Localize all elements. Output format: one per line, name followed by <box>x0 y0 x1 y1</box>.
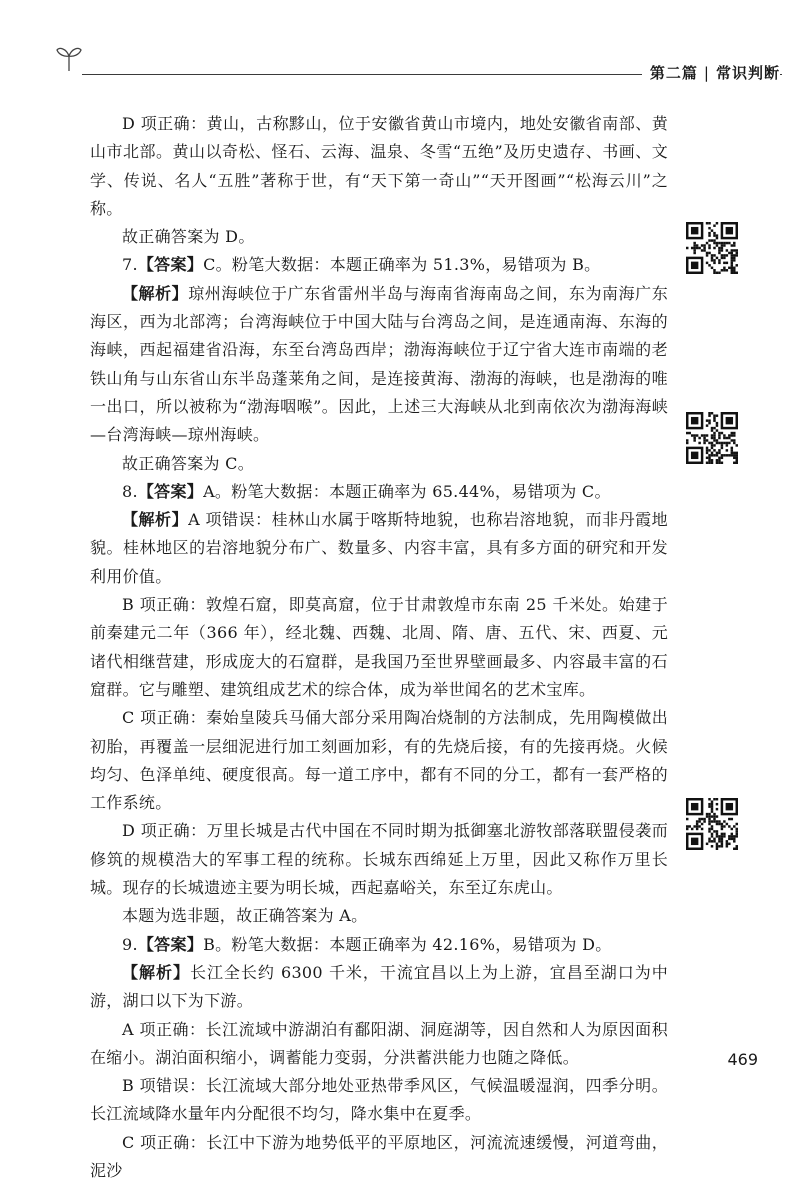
analysis-tag: 【解析】 <box>122 283 189 303</box>
page-body <box>90 110 668 1185</box>
q7-number: 7. <box>122 255 138 275</box>
q9-answer-text: B。粉笔大数据：本题正确率为 42.16%，易错项为 D。 <box>203 934 612 954</box>
q9-analysis <box>90 959 668 1016</box>
q7-analysis-text: 琼州海峡位于广东省雷州半岛与海南省海南岛之间，东为南海广东海区，西为北部湾；台湾海峡位于中国大陆与台湾岛之间，是连通南海、东海的海峡，西起福建省沿海，东至台湾岛西岸；渤海海峡位于辽宁省大连市南端的老铁山角与山东省山东半岛蓬莱角之间，是连接黄海、渤海的海峡，也是渤海的唯一出口，所以被称为“渤海咽喉”。因此，上述三大海峡从北到南依次为渤海海峡—台湾海峡—琼州海峡。 <box>90 283 669 445</box>
header-part: 第二篇 <box>649 64 698 82</box>
q8-option-d: D 项正确：万里长城是古代中国在不同时期为抵御塞北游牧部落联盟侵袭而修筑的规模浩大的军事工程的统称。长城东西绵延上万里，因此又称作万里长城。现存的长城遗迹主要为明长城，西起嘉峪关，东至辽东虎山。 <box>90 821 668 898</box>
answer-tag: 【答案】 <box>137 934 204 954</box>
qr-code-icon[interactable] <box>686 798 738 850</box>
q8-option-c: C 项正确：秦始皇陵兵马俑大部分采用陶冶烧制的方法制成，先用陶模做出初胎，再覆盖一层细泥进行加工刻画加彩，有的先烧后接，有的先接再烧。火候均匀、色泽单纯、硬度很高。每一道工序中，都有不同的分工，都有一套严格的工作系统。 <box>90 708 668 813</box>
q8-option-b: B 项正确：敦煌石窟，即莫高窟，位于甘肃敦煌市东南 25 千米处。始建于前秦建元二年（366 年），经北魏、西魏、北周、隋、唐、五代、宋、西夏、元诸代相继营建，形成庞大的石窟群，是我国乃至世界壁画最多、内容最丰富的石窟群。它与雕塑、建筑组成艺术的综合体，成为举世闻名的艺术宝库。 <box>90 595 668 699</box>
header-section: 常识判断 <box>715 64 780 82</box>
analysis-tag: 【解析】 <box>122 510 189 530</box>
answer-tag: 【答案】 <box>137 255 204 275</box>
answer-tag: 【答案】 <box>137 481 204 501</box>
q7-conclusion: 故正确答案为 C。 <box>122 453 255 473</box>
analysis-tag: 【解析】 <box>122 962 190 982</box>
q9-option-a: A 项正确：长江流域中游湖泊有鄱阳湖、洞庭湖等，因自然和人为原因面积在缩小。湖泊面积缩小，调蓄能力变弱，分洪蓄洪能力也随之降低。 <box>90 1019 668 1067</box>
q6-conclusion: 故正确答案为 D。 <box>122 227 255 247</box>
q6-option-d: D 项正确：黄山，古称黟山，位于安徽省黄山市境内，地处安徽省南部、黄山市北部。黄山以奇松、怪石、云海、温泉、冬雪“五绝”及历史遗存、书画、文学、传说、名人“五胜”著称于世，有“天下第一奇山”“天开图画”“松海云川”之称。 <box>90 114 668 218</box>
q9-number: 9. <box>122 934 138 954</box>
q7-analysis <box>90 280 668 450</box>
q8-analysis <box>90 506 668 591</box>
q8-option-a: A 项错误：桂林山水属于喀斯特地貌，也称岩溶地貌，而非丹霞地貌。桂林地区的岩溶地貌分布广、数量多、内容丰富，具有多方面的研究和开发利用价值。 <box>90 510 668 586</box>
qr-code-icon[interactable] <box>686 412 738 464</box>
sprout-icon <box>56 42 82 72</box>
q9-analysis-text: 长江全长约 6300 千米，干流宜昌以上为上游，宜昌至湖口为中游，湖口以下为下游。 <box>90 962 668 1011</box>
q9-option-c: C 项正确：长江中下游为地势低平的平原地区，河流流速缓慢，河道弯曲，泥沙 <box>90 1132 668 1180</box>
q8-number: 8. <box>122 481 138 501</box>
q7-answer <box>90 251 668 279</box>
q9-answer <box>90 931 668 959</box>
q8-answer-text: A。粉笔大数据：本题正确率为 65.44%，易错项为 C。 <box>203 481 611 501</box>
q9-option-b: B 项错误：长江流域大部分地处亚热带季风区，气候温暖湿润，四季分明。长江流域降水量年内分配很不均匀，降水集中在夏季。 <box>90 1076 668 1124</box>
q7-answer-text: C。粉笔大数据：本题正确率为 51.3%，易错项为 B。 <box>203 255 601 275</box>
running-header: 第二篇 | 常识判断 <box>642 62 780 83</box>
page-number: 469 <box>727 1050 758 1069</box>
q8-conclusion: 本题为选非题，故正确答案为 A。 <box>122 906 368 926</box>
q8-answer <box>90 478 668 506</box>
qr-code-icon[interactable] <box>686 222 738 274</box>
